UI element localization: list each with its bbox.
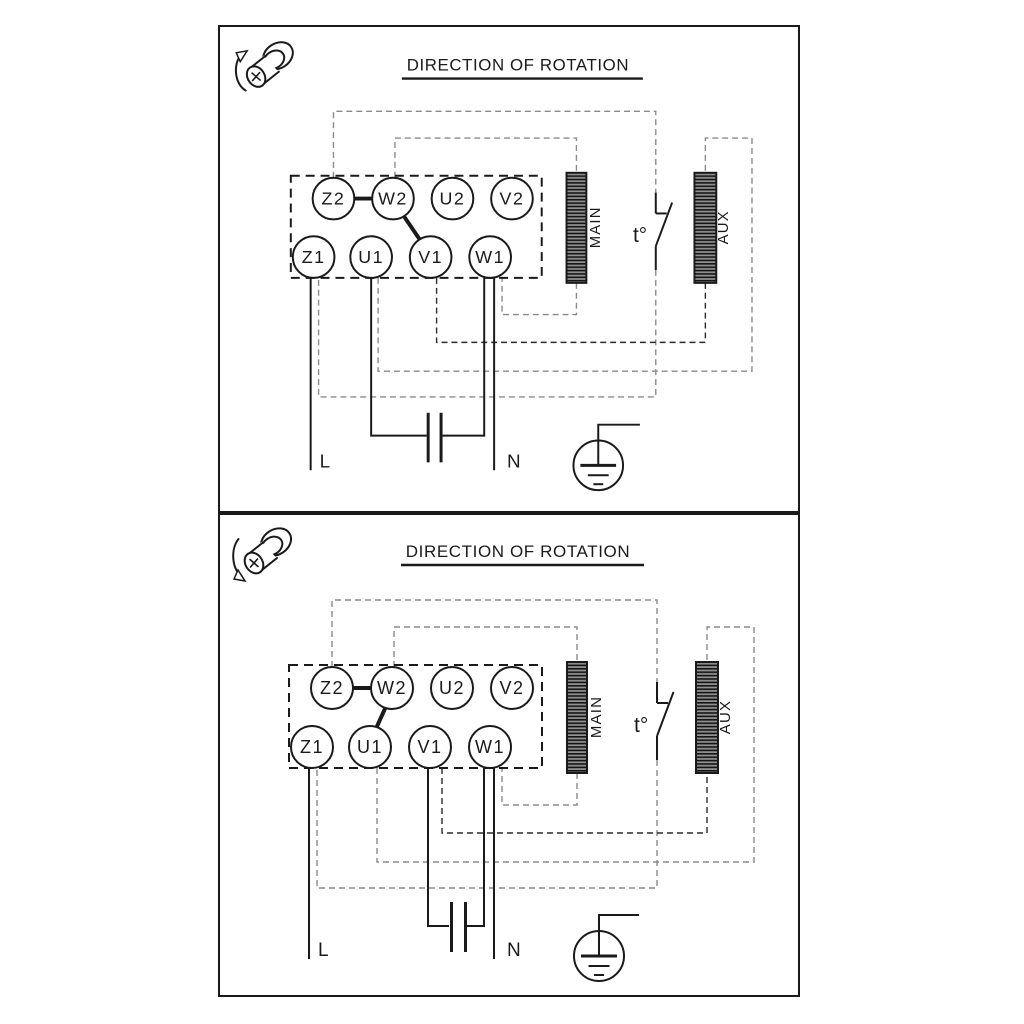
capacitor [428,413,441,463]
wire-v1-aux-bottom [442,768,707,833]
svg-text:W1: W1 [475,737,505,757]
terminal-w2 [372,178,414,220]
svg-text:V1: V1 [417,737,443,757]
panel-2-diagram [220,515,798,995]
svg-text:W2: W2 [378,188,408,209]
page-title: DIRECTION OF ROTATION [405,542,631,561]
terminal-u1 [350,236,392,278]
thermal-switch-label: t° [634,714,649,737]
line-label: L [319,450,331,472]
svg-text:U1: U1 [358,247,385,268]
wire-u1-capacitor [371,278,427,436]
terminals [291,667,533,768]
main-winding [567,173,605,283]
svg-text:V1: V1 [418,247,444,268]
terminal-w1 [469,236,511,278]
link-w2-v1 [403,215,420,240]
terminal-v1 [410,236,452,278]
power-wires [309,768,494,959]
main-winding-label: MAIN [588,206,605,249]
terminal-z2 [311,667,353,709]
svg-text:W1: W1 [475,247,506,268]
svg-text:Z2: Z2 [321,188,346,209]
terminal-w2 [371,667,413,709]
wire-w2-main-top [394,627,577,667]
neutral-label: N [507,450,521,472]
terminal-z1 [293,236,335,278]
thermal-switch [634,682,674,760]
protective-earth-icon [574,915,639,981]
thermal-switch-blade [657,692,674,736]
terminal-v1 [409,726,451,768]
page-title: DIRECTION OF ROTATION [406,55,630,75]
aux-winding [696,662,734,773]
wiring-diagram-panel-2 [218,513,800,997]
wire-main-bottom-w1 [502,768,577,805]
terminal-z2 [313,178,355,220]
wire-w2-main-top [395,138,576,178]
wire-v1-aux-bottom [437,278,706,342]
svg-text:Z1: Z1 [299,737,325,757]
terminal-v2 [491,667,533,709]
thermal-switch [633,193,672,270]
terminal-z1 [291,726,333,768]
terminal-u2 [431,667,473,709]
thermal-switch-label: t° [632,224,648,248]
aux-winding-label: AUX [716,210,733,245]
terminal-u2 [432,178,474,220]
wire-main-bottom-w1 [502,278,576,315]
rotation-arrowhead [234,570,245,581]
terminal-v2 [491,178,533,220]
svg-text:U2: U2 [438,678,466,698]
protective-earth-icon [573,425,639,490]
wire-v1-capacitor [428,768,449,926]
svg-text:Z2: Z2 [319,678,345,698]
svg-text:W2: W2 [377,678,407,698]
aux-winding-label: AUX [717,699,734,735]
shaft-rotation-icon [236,37,298,91]
capacitor [452,902,466,952]
terminal-w1 [469,726,511,768]
svg-text:Z1: Z1 [301,247,326,268]
panel-1-diagram [220,27,798,507]
terminal-u1 [349,726,391,768]
wiring-diagram-panel-1 [218,25,800,513]
line-label: L [318,940,329,961]
svg-text:U2: U2 [439,188,466,209]
power-wires [311,278,494,470]
neutral-label: N [507,940,521,961]
main-winding-label: MAIN [588,695,605,739]
shaft-rotation-icon [233,523,296,581]
aux-winding [694,173,732,283]
link-w2-u1 [377,708,386,728]
svg-text:V2: V2 [499,678,525,698]
svg-text:U1: U1 [356,737,384,757]
main-winding [567,662,605,773]
svg-text:V2: V2 [499,188,525,209]
thermal-switch-blade [656,203,672,247]
